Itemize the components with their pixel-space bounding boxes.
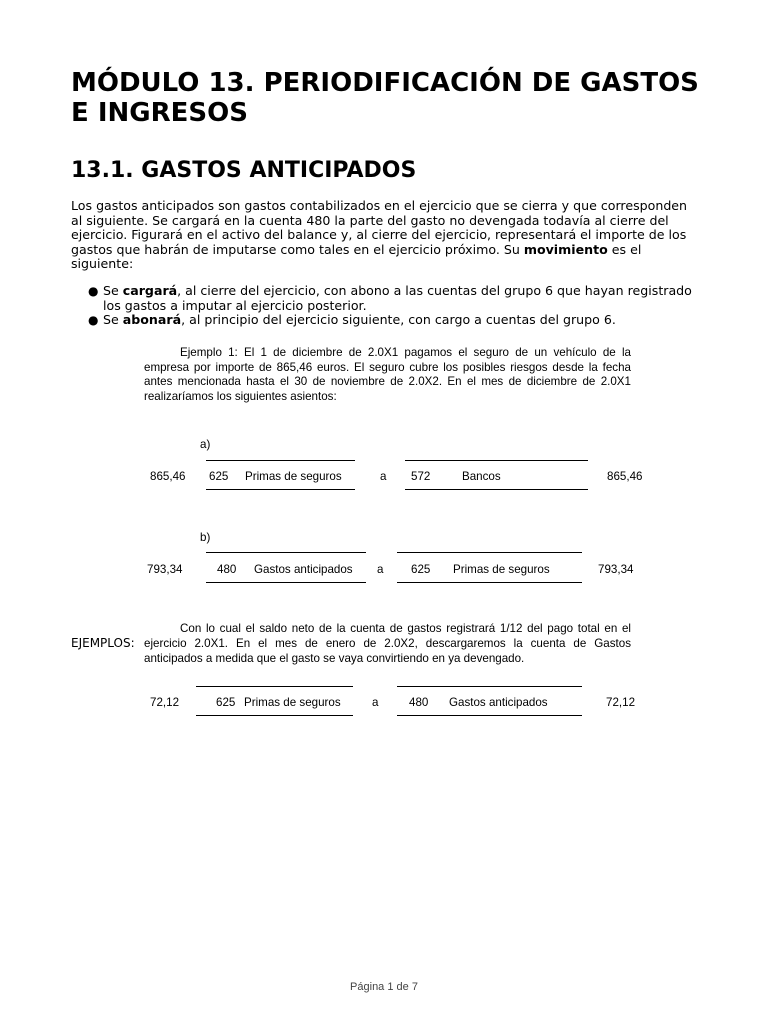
- example-intro: Ejemplo 1: El 1 de diciembre de 2.0X1 pagamos el seguro de un vehículo de la empresa por importe de 865,46 euros. El seguro cubre los posibles riesgos desde la fecha antes mencionada hasta el 30 de noviembre de 2.0X2. En el mes de diciembre de 2.0X1 realizaríamos los siguientes asientos:: [144, 346, 631, 403]
- entry-b-credit-code: 625: [411, 563, 431, 576]
- entry-c-rule-top-right: [397, 686, 582, 687]
- entry-b-rule-bottom-right: [397, 582, 582, 583]
- bullet-post: , al cierre del ejercicio, con abono a las cuentas del grupo 6 que hayan registrado los gastos a imputar al ejercicio posterior.: [103, 283, 692, 313]
- entry-a-credit-name: Bancos: [462, 470, 501, 483]
- list-item: [88, 284, 698, 313]
- entry-c-connector: a: [372, 696, 379, 709]
- entry-a-rule-bottom-right: [405, 489, 588, 490]
- entry-a-rule-bottom-left: [206, 489, 355, 490]
- entry-a-connector: a: [380, 470, 387, 483]
- bullet-post: , al principio del ejercicio siguiente, con cargo a cuentas del grupo 6.: [181, 312, 616, 328]
- intro-text-after: es el siguiente:: [71, 241, 642, 272]
- intro-bold: movimiento: [523, 241, 608, 257]
- entry-b-credit-name: Primas de seguros: [453, 563, 550, 576]
- entry-b-credit-amount: 793,34: [598, 563, 634, 576]
- entry-c-debit-code: 625: [216, 696, 236, 709]
- entry-a-credit-amount: 865,46: [607, 470, 643, 483]
- intro-paragraph: [71, 199, 691, 272]
- entry-c-credit-amount: 72,12: [606, 696, 636, 709]
- bullet-bold: cargará: [122, 283, 178, 298]
- page-footer: Página 1 de 7: [350, 981, 418, 993]
- entry-c-credit-name: Gastos anticipados: [449, 696, 548, 709]
- entry-a-debit-amount: 865,46: [150, 470, 186, 483]
- entry-c-debit-name: Primas de seguros: [244, 696, 341, 709]
- example-followup: Con lo cual el saldo neto de la cuenta de gastos registrará 1/12 del pago total en el ejercicio 2.0X1. En el mes de enero de 2.0X2, descargaremos la cuenta de Gastos anticipados a medida que el gasto se vaya convirtiendo en ya devengado.: [144, 622, 631, 665]
- entry-b-rule-top-left: [206, 552, 366, 553]
- entry-b-debit-amount: 793,34: [147, 563, 183, 576]
- entry-a-credit-code: 572: [411, 470, 431, 483]
- entry-c-rule-top-left: [196, 686, 353, 687]
- entry-b-connector: a: [377, 563, 384, 576]
- entry-c-debit-amount: 72,12: [150, 696, 180, 709]
- module-title: MÓDULO 13. PERIODIFICACIÓN DE GASTOS E INGRESOS: [71, 68, 699, 128]
- entry-a-rule-top-right: [405, 460, 588, 461]
- section-title: 13.1. GASTOS ANTICIPADOS: [71, 158, 417, 183]
- entry-b-label: b): [200, 531, 211, 544]
- bullet-icon: ●: [88, 313, 99, 328]
- intro-text-before: Los gastos anticipados son gastos contabilizados en el ejercicio que se cierra y que corresponden al siguiente. Se cargará en la cuenta 480 la parte del gasto no devengada todavía al cierre del ejercicio. Figurará en el activo del balance y, al cierre del ejercicio, representará el importe de los gastos que habrán de imputarse como tales en el ejercicio próximo. Su: [71, 198, 688, 257]
- entry-a-debit-name: Primas de seguros: [245, 470, 342, 483]
- entry-c-rule-bottom-right: [397, 715, 582, 716]
- entry-b-rule-top-right: [397, 552, 582, 553]
- list-item: [88, 313, 698, 328]
- movement-list: [88, 284, 698, 328]
- entry-a-label: a): [200, 438, 211, 451]
- bullet-bold: abonará: [122, 312, 182, 328]
- entry-c-credit-code: 480: [409, 696, 429, 709]
- entry-a-debit-code: 625: [209, 470, 229, 483]
- entry-b-debit-code: 480: [217, 563, 237, 576]
- bullet-pre: Se: [103, 312, 123, 328]
- entry-a-rule-top-left: [206, 460, 355, 461]
- entry-b-debit-name: Gastos anticipados: [254, 563, 353, 576]
- entry-b-rule-bottom-left: [206, 582, 366, 583]
- bullet-pre: Se: [103, 283, 123, 298]
- entry-c-rule-bottom-left: [196, 715, 353, 716]
- bullet-icon: ●: [88, 284, 99, 298]
- ejemplos-label: EJEMPLOS:: [71, 636, 135, 650]
